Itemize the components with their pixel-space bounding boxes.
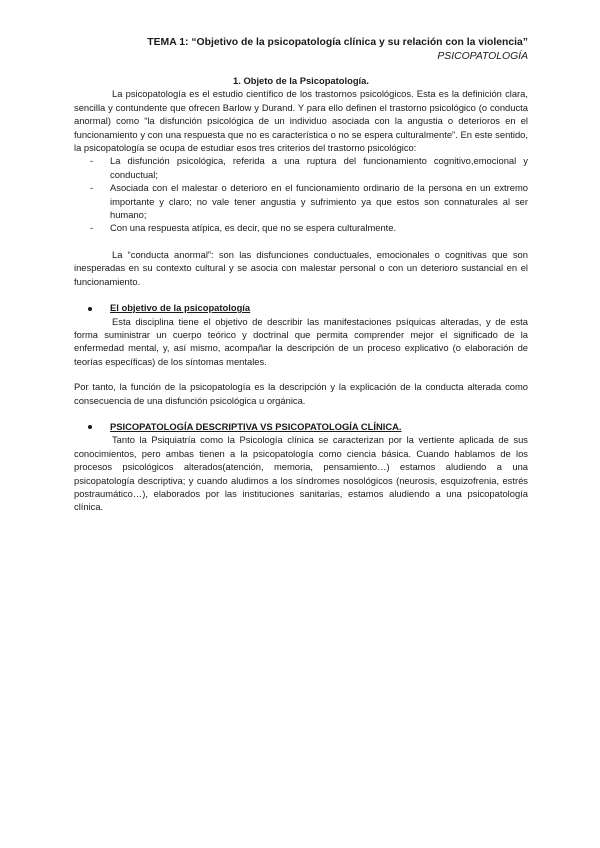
- document-page: [74, 36, 528, 514]
- document-title: TEMA 1: “Objetivo de la psicopatología clínica y su relación con la violencia”: [147, 37, 528, 48]
- paragraph-funcion: Por tanto, la función de la psicopatología es la descripción y la explicación de la conducta alterada como consecuencia de una disfunción psicológica u orgánica.: [74, 381, 528, 406]
- list-item: [90, 181, 528, 221]
- paragraph-objetivo: Esta disciplina tiene el objetivo de describir las manifestaciones psíquicas alteradas, y de esta forma suministrar un cuerpo teórico y doctrinal que permita comprender mejor el significado de la enfermedad mental, y, así mismo, acompañar la descripción de un proceso explicativo (o elaboración de teorías específicas) de los síntomas mentales.: [74, 315, 528, 367]
- dash-marker: -: [90, 155, 94, 167]
- section-heading-text: El objetivo de la psicopatología: [110, 302, 251, 314]
- paragraph-conducta-anormal: La “conducta anormal”: son las disfunciones conductuales, emocionales o cognitivas que son inesperadas en su contexto cultural y se asocia con malestar personal o con un deterioro sustancial en el funcionamiento.: [74, 248, 528, 287]
- document-subject: PSICOPATOLOGÍA: [437, 51, 528, 62]
- paragraph-descriptiva-vs-clinica: Tanto la Psiquiatría como la Psicología clínica se caracterizan por la vertiente aplicada de sus conocimientos, pero ambas tienen a la psicopatología como ciencia básica. Cuando hablamos de los procesos psicológicos alterados(atención, memoria, pensamiento…) estamos aludiendo a una psicopatología descriptiva; y cuando aludimos a los síndromes nosológicos (neurosis, esquizofrenia, estrés postraumático…), elaborados por las instituciones sanitarias, estamos aludiendo a una psicopatología clínica.: [74, 434, 528, 513]
- section-heading-objeto: 1. Objeto de la Psicopatología.: [233, 75, 369, 86]
- paragraph-definicion: La psicopatología es el estudio científico de los trastornos psicológicos. Esta es la definición clara, sencilla y contundente que ofrecen Barlow y Durand. Y para ello definen el trastorno psicológico (o conducta anormal) como “la disfunción psicológica de un individuo asociada con la angustia o deterioros en el funcionamiento y con una respuesta que no es característica o no se espera culturalmente”. En este sentido, la psicopatología se ocupa de estudiar esos tres criterios del trastorno psicológico:: [74, 88, 528, 154]
- bullet-dot-icon: [88, 420, 92, 433]
- bullet-dot-icon: [88, 301, 92, 314]
- criteria-list: [74, 154, 528, 234]
- section-heading-text: PSICOPATOLOGÍA DESCRIPTIVA VS PSICOPATOLOGÍA CLÍNICA.: [110, 420, 402, 432]
- list-item: [90, 221, 528, 234]
- list-item-text: Asociada con el malestar o deterioro en el funcionamiento ordinario de la persona en un extremo importante y claro; no vale tener angustia y sufrimiento ya que estos son connaturales al ser humano;: [110, 182, 528, 221]
- dash-marker: -: [90, 222, 94, 234]
- section-heading-objetivo: [74, 301, 528, 314]
- section-heading-descriptiva-vs-clinica: [74, 420, 528, 433]
- list-item-text: Con una respuesta atípica, es decir, que no se espera culturalmente.: [110, 222, 397, 234]
- list-item-text: La disfunción psicológica, referida a una ruptura del funcionamiento cognitivo,emocional y conductual;: [110, 155, 528, 180]
- dash-marker: -: [90, 182, 94, 194]
- list-item: [90, 154, 528, 181]
